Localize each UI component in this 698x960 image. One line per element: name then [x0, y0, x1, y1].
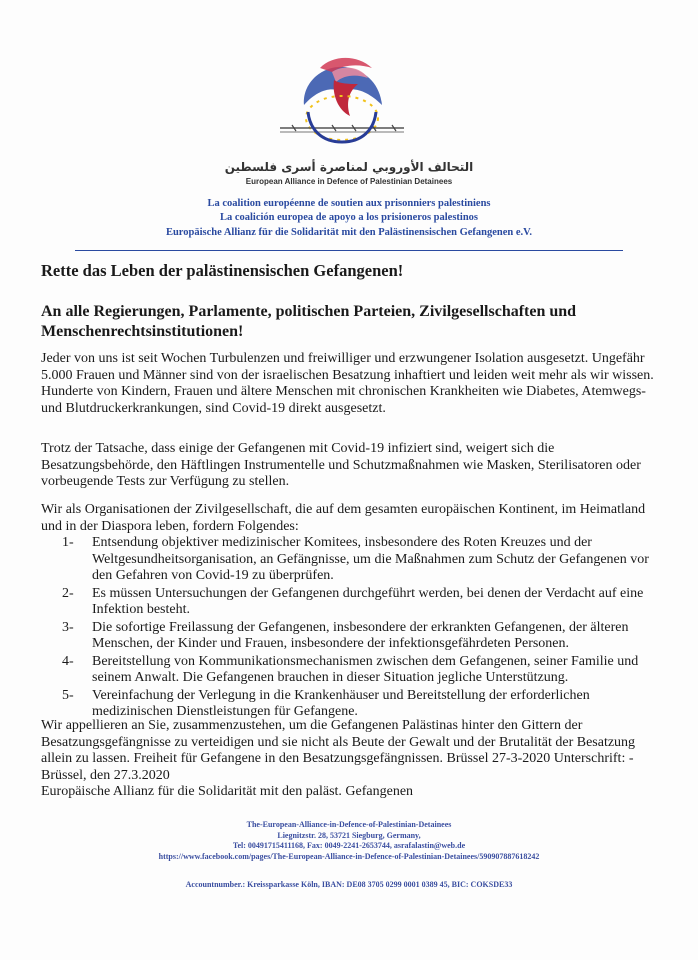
paragraph-authorities: Trotz der Tatsache, dass einige der Gefangenen mit Covid-19 infiziert sind, weigert sich die Besatzungsbehörde, den Häftlingen Instrumentelle und Schutzmaßnahmen wie Masken, Sterilisatoren oder vorbeugende Tests zur Verfügung zu stellen.	[41, 441, 641, 489]
appeal-text: Wir appellieren an Sie, zusammenzustehen, um die Gefangenen Palästinas hinter den Gittern der Besatzungsgefängnisse zu verteidigen und sie nicht als Beute der Gewalt und der Brutalität der Besatzung allein zu lassen. Freiheit für Gefangene in den Besatzungsgefängnissen. Brüssel 27-3-2020 Unterschrift: - Brüssel, den 27.3.2020	[41, 718, 636, 783]
list-item-text: Entsendung objektiver medizinischer Komitees, insbesondere des Roten Kreuzes und der Weltgesundheitsorganisation, an Gefängnisse, um die Maßnahmen zum Schutz der Gefangenen vor den Gefahren von Covid-19 zu überprüfen.	[92, 535, 649, 583]
list-item-text: Es müssen Untersuchungen der Gefangenen durchgeführt werden, bei denen der Verdacht auf eine Infektion besteht.	[92, 585, 644, 617]
alliance-logo	[272, 50, 412, 155]
list-item	[62, 586, 662, 619]
letter-subtitle: An alle Regierungen, Parlamente, politischen Parteien, Zivilgesellschaften und Menschenrechtsinstitutionen!	[41, 303, 577, 340]
list-item-number: 1-	[62, 535, 74, 550]
header-divider	[75, 250, 623, 251]
list-item	[62, 620, 662, 653]
list-item-text: Bereitstellung von Kommunikationsmechanismen zwischen dem Gefangenen, seiner Familie und seinem Anwalt. Die Gefangenen brauchen in dieser Situation jegliche Unterstützung.	[92, 653, 639, 685]
coalition-name-french: La coalition européenne de soutien aux prisonniers palestiniens	[207, 198, 491, 209]
list-item-text: Vereinfachung der Verlegung in die Krankenhäuser und Bereitstellung der erforderlichen medizinischen Dienstleistungen für Gefangene.	[92, 687, 590, 719]
list-item-number: 2-	[62, 585, 74, 601]
demands-list	[62, 535, 662, 722]
letter-title: Rette das Leben der palästinensischen Gefangenen!	[41, 261, 404, 280]
paragraph-appeal	[41, 718, 661, 801]
list-item-number: 3-	[62, 619, 74, 635]
footer-phone-email: Tel: 00491715411168, Fax: 0049-2241-2653744, asrafalastin@web.de	[232, 841, 466, 850]
footer-contact	[0, 820, 698, 862]
footer-address: Liegnitzstr. 28, 53721 Siegburg, Germany,	[277, 830, 421, 840]
list-item	[62, 654, 662, 687]
list-item-number: 5-	[62, 687, 74, 703]
footer-facebook-link[interactable]: https://www.facebook.com/pages/The-European-Alliance-in-Defence-of-Palestinian-Detainees/590907887618242	[158, 851, 540, 861]
coalition-name-spanish: La coalición europea de apoyo a los prisioneros palestinos	[219, 212, 479, 223]
paragraph-demands-intro: Wir als Organisationen der Zivilgesellschaft, die auf dem gesamten europäischen Kontinent, im Heimatland und in der Diaspora leben, fordern Folgendes:	[41, 502, 646, 534]
org-name-arabic: التحالف الأوروبي لمناصرة أسرى فلسطين	[224, 160, 474, 174]
footer-org-name: The-European-Alliance-in-Defence-of-Palestinian-Detainees	[246, 820, 452, 829]
footer-bank-account: Accountnumber.: Kreissparkasse Köln, IBAN: DE08 3705 0299 0001 0389 45, BIC: COKSDE33	[185, 880, 513, 889]
list-item-text: Die sofortige Freilassung der Gefangenen, insbesondere der erkrankten Gefangenen, der älteren Menschen, der Kinder und Frauen, insbesondere der infektionsgefährdeten Personen.	[92, 619, 629, 651]
org-name-english: European Alliance in Defence of Palestinian Detainees	[245, 177, 453, 186]
list-item	[62, 535, 662, 585]
signature-line: Europäische Allianz für die Solidarität mit den paläst. Gefangenen	[41, 784, 414, 799]
paragraph-situation: Jeder von uns ist seit Wochen Turbulenzen und freiwilliger und erzwungener Isolation ausgesetzt. Ungefähr 5.000 Frauen und Männer sind von der israelischen Besatzung inhaftiert und leiden weit mehr als wir wissen. Hunderte von Kindern, Frauen und ältere Menschen mit chronischen Krankheiten wie Diabetes, Atemwegs- und Blutdruckerkrankungen, sind Covid-19 direkt ausgesetzt.	[41, 351, 654, 416]
list-item	[62, 688, 662, 721]
list-item-number: 4-	[62, 653, 74, 669]
coalition-name-german: Europäische Allianz für die Solidarität mit den Palästinensischen Gefangenen e.V.	[165, 227, 533, 238]
